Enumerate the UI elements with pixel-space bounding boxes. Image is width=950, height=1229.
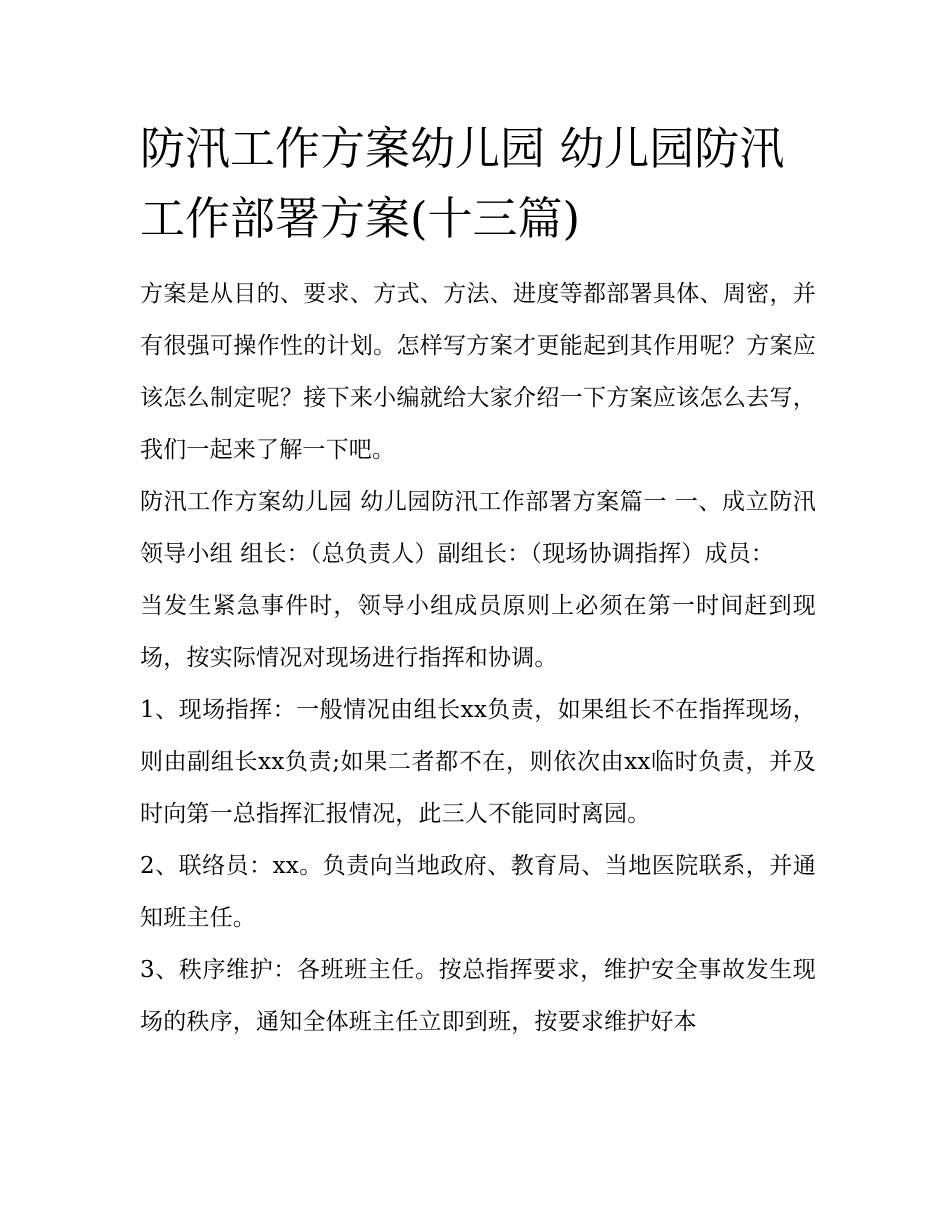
paragraph-item-3: 3、秩序维护：各班班主任。按总指挥要求，维护安全事故发生现场的秩序，通知全体班主任立即到班，按要求维护好本 — [140, 957, 816, 1035]
paragraph-section-one: 防汛工作方案幼儿园 幼儿园防汛工作部署方案篇一 一、成立防汛领导小组 组长：（总负责人）副组长：（现场协调指挥）成员： — [140, 489, 816, 567]
document-title: 防汛工作方案幼儿园 幼儿园防汛工作部署方案(十三篇) — [140, 122, 785, 245]
paragraph-item-1: 1、现场指挥：一般情况由组长xx负责，如果组长不在指挥现场，则由副组长xx负责;如果二者都不在，则依次由xx临时负责，并及时向第一总指挥汇报情况，此三人不能同时离园。 — [140, 697, 816, 827]
paragraph-intro: 方案是从目的、要求、方式、方法、进度等都部署具体、周密，并有很强可操作性的计划。怎样写方案才更能起到其作用呢？方案应该怎么制定呢？接下来小编就给大家介绍一下方案应该怎么去写，我们一起来了解一下吧。 — [140, 281, 816, 463]
document-body — [140, 114, 816, 1048]
paragraph-emergency: 当发生紧急事件时，领导小组成员原则上必须在第一时间赶到现场，按实际情况对现场进行指挥和协调。 — [140, 593, 816, 671]
paragraph-item-2: 2、联络员：xx。负责向当地政府、教育局、当地医院联系，并通知班主任。 — [140, 853, 816, 931]
